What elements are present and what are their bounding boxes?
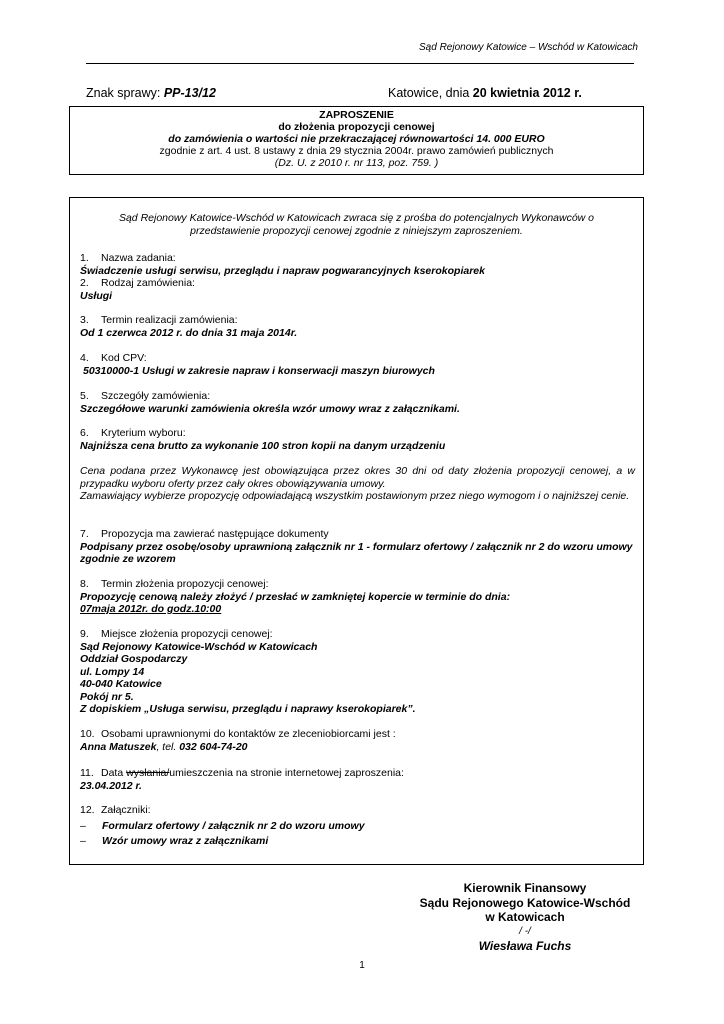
section-3-label: Termin realizacji zamówienia: xyxy=(101,314,238,326)
section-6-label: Kryterium wyboru: xyxy=(101,427,186,439)
signature-name: Wiesława Fuchs xyxy=(478,939,572,953)
contact-name: Anna Matuszek xyxy=(80,740,157,753)
section-6-note-selection: Zamawiający wybierze propozycję odpowiadającą wszystkim postawionym przez niego wymogom i o najniższej cenie. xyxy=(80,490,630,502)
section-10-label: Osobami uprawnionymi do kontaktów ze zleceniobiorcami jest : xyxy=(101,728,396,740)
section-5 xyxy=(80,390,635,415)
section-6 xyxy=(80,427,635,503)
title-line-4: zgodnie z art. 4 ust. 8 ustawy z dnia 29 stycznia 2004r. prawo zamówień publicznych xyxy=(159,145,554,157)
section-9-address-line-1: Sąd Rejonowy Katowice-Wschód w Katowicach xyxy=(80,640,318,653)
section-6-value: Najniższa cena brutto za wykonanie 100 stron kopii na danym urządzeniu xyxy=(80,439,446,452)
case-number-label: Znak sprawy: xyxy=(86,86,164,100)
section-1 xyxy=(80,252,635,277)
section-9-address-line-5: Pokój nr 5. xyxy=(80,690,134,703)
date-prefix: Katowice, dnia xyxy=(388,86,473,100)
signature-title: Kierownik Finansowy xyxy=(463,881,587,895)
date-value: 20 kwietnia 2012 r. xyxy=(472,86,582,100)
section-2 xyxy=(80,277,635,302)
signature-court: Sądu Rejonowego Katowice-Wschód xyxy=(419,895,631,910)
section-4 xyxy=(80,352,635,377)
section-7-value: Podpisany przez osobę/osoby uprawnioną załącznik nr 1 - formularz ofertowy / załącznik nr 2 do wzoru umowy zgodnie ze wzorem xyxy=(80,540,633,565)
intro-paragraph: Sąd Rejonowy Katowice-Wschód w Katowicach zwraca się z prośba do potencjalnych Wykonawców o przedstawienie propozycji cenowej zgodnie z niniejszym zaproszeniem. xyxy=(118,212,595,237)
title-line-2: do złożenia propozycji cenowej xyxy=(278,121,435,133)
attachment-item-2: Wzór umowy wraz z załącznikami xyxy=(102,835,269,847)
section-11 xyxy=(80,767,635,792)
invitation-body-box xyxy=(69,197,644,865)
signature-city: w Katowicach xyxy=(485,910,565,924)
case-number-value: PP-13/12 xyxy=(163,86,216,100)
section-9-address-line-6: Z dopiskiem „Usługa serwisu, przeglądu i naprawy kserokopiarek”. xyxy=(80,703,416,715)
signature-mark: / -/ xyxy=(519,925,531,937)
section-12-number: 12. xyxy=(80,804,95,816)
section-1-value: Świadczenie usługi serwisu, przeglądu i napraw pogwarancyjnych kserokopiarek xyxy=(80,264,485,277)
signature-block xyxy=(400,881,650,954)
page-number: 1 xyxy=(359,960,365,971)
section-5-number: 5. xyxy=(80,390,89,402)
section-2-label: Rodzaj zamówienia: xyxy=(101,277,195,289)
section-8-value: Propozycję cenową należy złożyć / przesłać w zamkniętej kopercie w terminie do dnia: xyxy=(80,590,511,603)
section-6-note-validity: Cena podana przez Wykonawcę jest obowiązująca przez okres 30 dni od daty złożenia propozycji cenowej, a w przypadku wyboru oferty przez cały okres obowiązywania umowy. xyxy=(80,465,635,490)
section-11-label-b: umieszczenia na stronie internetowej zaproszenia: xyxy=(169,767,404,779)
section-4-number: 4. xyxy=(80,352,89,364)
attachment-bullet: – xyxy=(80,819,86,832)
title-line-5: (Dz. U. z 2010 r. nr 113, poz. 759. ) xyxy=(274,157,439,169)
contact-phone: 032 604-74-20 xyxy=(179,740,248,753)
document-date xyxy=(388,86,582,100)
section-4-value: 50310000-1 Usługi w zakresie napraw i konserwacji maszyn biurowych xyxy=(83,364,435,377)
contact-tel-label: , tel. xyxy=(156,740,180,753)
section-3-value: Od 1 czerwca 2012 r. do dnia 31 maja 2014r. xyxy=(80,326,298,339)
section-1-label: Nazwa zadania: xyxy=(101,252,176,264)
section-2-value: Usługi xyxy=(80,289,113,302)
section-1-number: 1. xyxy=(80,252,89,264)
section-9-address-line-4: 40-040 Katowice xyxy=(80,678,162,690)
court-header: Sąd Rejonowy Katowice – Wschód w Katowicach xyxy=(419,42,638,53)
section-3-number: 3. xyxy=(80,314,89,326)
section-2-number: 2. xyxy=(80,277,89,289)
section-8-label: Termin złożenia propozycji cenowej: xyxy=(101,578,269,590)
section-7-number: 7. xyxy=(80,528,89,540)
section-11-label-a: Data xyxy=(101,767,127,779)
section-10 xyxy=(80,728,635,753)
section-4-label: Kod CPV: xyxy=(101,352,147,364)
section-8-deadline: 07maja 2012r. do godz.10:00 xyxy=(80,603,222,615)
section-8-number: 8. xyxy=(80,578,89,590)
title-line-1: ZAPROSZENIE xyxy=(319,109,394,121)
section-11-value: 23.04.2012 r. xyxy=(80,779,142,792)
section-7 xyxy=(80,528,635,566)
section-9-number: 9. xyxy=(80,628,89,640)
section-6-number: 6. xyxy=(80,427,89,439)
section-9-address-line-3: ul. Lompy 14 xyxy=(80,665,145,678)
section-3 xyxy=(80,314,635,339)
title-line-3: do zamówienia o wartości nie przekraczającej równowartości 14. 000 EURO xyxy=(168,133,545,145)
section-12-label: Załączniki: xyxy=(101,804,151,816)
case-number xyxy=(86,86,216,100)
attachment-item-1: Formularz ofertowy / załącznik nr 2 do wzoru umowy xyxy=(102,819,365,832)
section-9-address-line-2: Oddział Gospodarczy xyxy=(80,653,188,665)
attachment-bullet: – xyxy=(80,835,86,847)
section-11-number: 11. xyxy=(80,767,94,779)
section-11-struck-text: wysłania/ xyxy=(126,767,170,779)
section-9 xyxy=(80,628,635,716)
section-5-label: Szczegóły zamówienia: xyxy=(101,390,211,402)
invitation-title-box xyxy=(69,106,644,175)
header-divider xyxy=(86,63,634,64)
section-7-label: Propozycja ma zawierać następujące dokumenty xyxy=(101,528,329,540)
section-10-number: 10. xyxy=(80,728,95,740)
section-5-value: Szczegółowe warunki zamówienia określa wzór umowy wraz z załącznikami. xyxy=(80,402,460,415)
section-9-label: Miejsce złożenia propozycji cenowej: xyxy=(101,628,273,640)
section-8 xyxy=(80,578,635,616)
section-12 xyxy=(80,804,635,848)
